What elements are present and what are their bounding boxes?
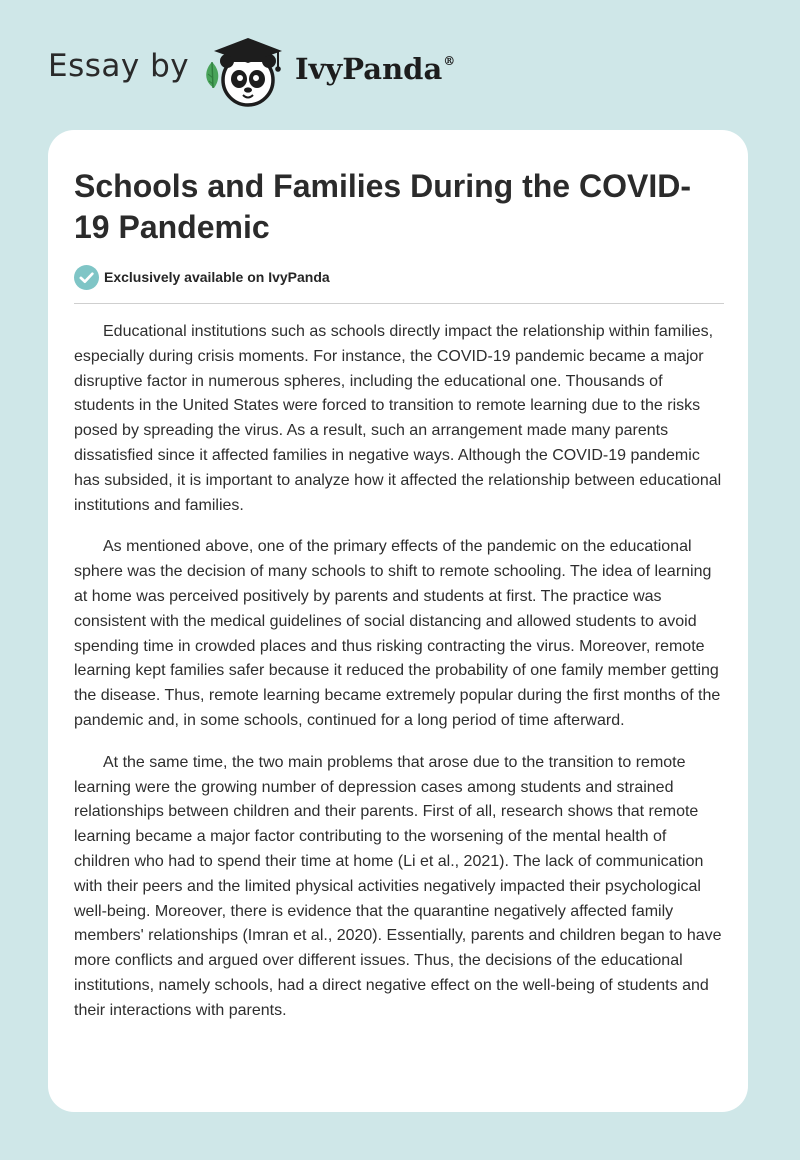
exclusive-badge (74, 264, 330, 290)
essay-paragraph: Educational institutions such as schools directly impact the relationship within families, especially during crisis moments. For instance, the COVID-19 pandemic became a major disruptive factor in numerous spheres, including the educational one. Thousands of students in the United States were forced to transition to remote learning due to the risks posed by spreading the virus. As a result, such an arrangement made many parents dissatisfied since it affected families in negative ways. Although the COVID-19 pandemic has subsided, it is important to analyze how it affected the relationship between educational institutions and families. (74, 323, 722, 514)
essay-body (74, 320, 724, 1041)
brand-name: IvyPanda® (295, 52, 456, 86)
essay-paragraph: As mentioned above, one of the primary effects of the pandemic on the educational sphere was the decision of many schools to shift to remote schooling. The idea of learning at home was perceived positively by parents and students at first. The practice was consistent with the medical guidelines of social distancing and allowed students to avoid spending time in crowded places and thus risking contracting the virus. Moreover, remote learning kept families safer because it reduced the probability of one family member getting the disease. Thus, remote learning became extremely popular during the first months of the pandemic and, in some schools, continued for a long period of time afterward. (74, 538, 721, 729)
essay-paragraph: At the same time, the two main problems that arose due to the transition to remote learning were the growing number of depression cases among students and strained relationships between children and their parents. First of all, research shows that remote learning became a major factor contributing to the worsening of the mental health of children who had to spend their time at home (Li et al., 2021). The lack of communication with their peers and the limited physical activities negatively impacted their psychological well-being. Moreover, there is evidence that the quarantine negatively affected family members' relationships (Imran et al., 2020). Essentially, parents and children began to have more conflicts and argued over different issues. Thus, the decisions of the educational institutions, namely schools, had a direct negative effect on the well-being of students and their interactions with parents. (74, 753, 722, 1019)
check-circle-icon (74, 265, 99, 290)
title-divider (74, 303, 724, 304)
brand-header (48, 34, 528, 110)
registered-mark: ® (443, 54, 456, 68)
essay-title: Schools and Families During the COVID-19 Pandemic (74, 168, 691, 245)
essay-card (48, 130, 748, 1112)
brand-prefix: Essay by (48, 48, 190, 84)
panda-graduate-logo-icon (200, 34, 290, 110)
exclusive-badge-label: Exclusively available on IvyPanda (104, 269, 330, 285)
